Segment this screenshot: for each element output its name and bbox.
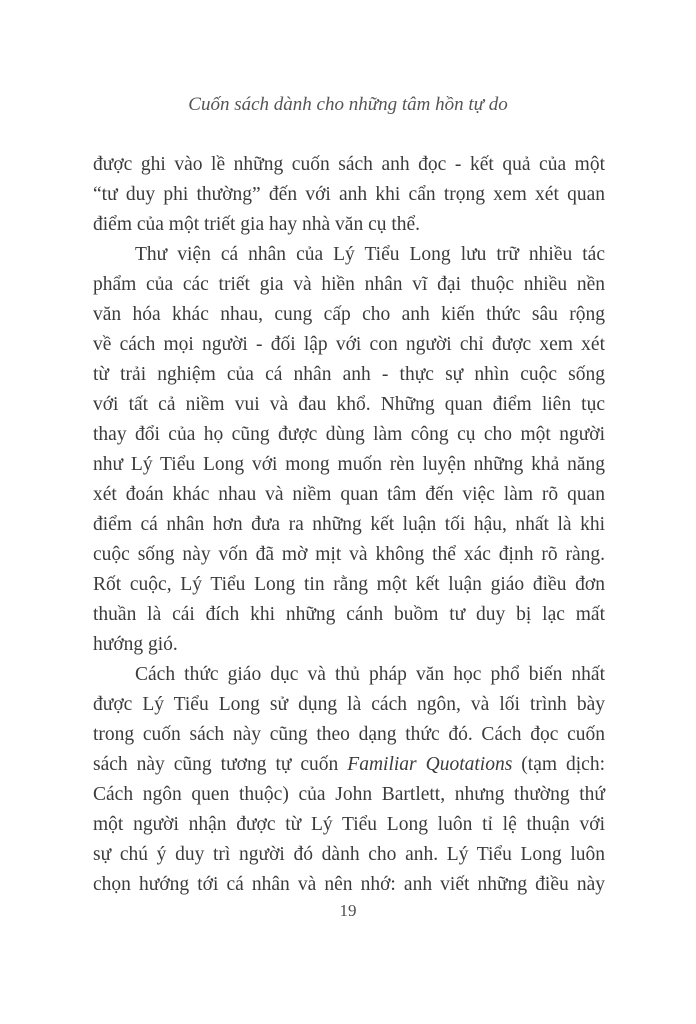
text-line — [93, 570, 605, 600]
text-segment: thay đổi của họ cũng được dùng làm công cụ cho một người — [93, 424, 605, 445]
text-line — [93, 810, 605, 840]
text-segment: “tư duy phi thường” đến với anh khi cẩn trọng xem xét quan — [93, 184, 605, 205]
text-line — [93, 630, 605, 660]
text-segment: từ trải nghiệm của cá nhân anh - thực sự nhìn cuộc sống — [93, 364, 605, 385]
text-segment: như Lý Tiểu Long với mong muốn rèn luyện những khả năng — [93, 454, 605, 475]
text-line — [93, 690, 605, 720]
body-text — [93, 150, 605, 900]
text-line — [93, 720, 605, 750]
text-line — [93, 240, 605, 270]
text-segment: được Lý Tiểu Long sử dụng là cách ngôn, và lối trình bày — [93, 694, 605, 715]
running-header: Cuốn sách dành cho những tâm hồn tự do — [188, 94, 508, 115]
text-segment: sự chú ý duy trì người đó dành cho anh. Lý Tiểu Long luôn — [93, 844, 605, 865]
text-segment: điểm của một triết gia hay nhà văn cụ thể. — [93, 214, 421, 235]
paragraph — [93, 660, 605, 900]
text-segment: Thư viện cá nhân của Lý Tiểu Long lưu trữ nhiều tác — [135, 244, 605, 265]
text-line — [93, 300, 605, 330]
text-line — [93, 390, 605, 420]
text-segment: sách này cũng tương tự cuốn — [93, 754, 348, 775]
text-segment: thuần là cái đích khi những cánh buồm tư duy bị lạc mất — [93, 604, 605, 625]
text-line — [93, 330, 605, 360]
text-line — [93, 780, 605, 810]
text-segment: trong cuốn sách này cũng theo dạng thức đó. Cách đọc cuốn — [93, 724, 605, 745]
text-line — [93, 420, 605, 450]
text-segment: điểm cá nhân hơn đưa ra những kết luận tối hậu, nhất là khi — [93, 514, 605, 535]
text-segment: với tất cả niềm vui và đau khổ. Những quan điểm liên tục — [93, 394, 605, 415]
page-number: 19 — [339, 901, 357, 920]
text-line — [93, 210, 605, 240]
text-segment: Cách ngôn quen thuộc) của John Bartlett, nhưng thường thứ — [93, 784, 605, 805]
text-segment: chọn hướng tới cá nhân và nên nhớ: anh viết những điều này — [93, 874, 605, 895]
text-line — [93, 660, 605, 690]
text-segment: (tạm dịch: — [512, 754, 605, 775]
text-segment: về cách mọi người - đối lập với con người chỉ được xem xét — [93, 334, 605, 355]
italic-book-title: Familiar Quotations — [347, 754, 513, 775]
text-segment: cuộc sống này vốn đã mờ mịt và không thể xác định rõ ràng. — [93, 544, 605, 565]
text-segment: phẩm của các triết gia và hiền nhân vĩ đại thuộc nhiều nền — [93, 274, 605, 295]
text-segment: Rốt cuộc, Lý Tiểu Long tin rằng một kết luận giáo điều đơn — [93, 574, 605, 595]
paragraph — [93, 150, 605, 240]
text-segment: hướng gió. — [93, 634, 178, 655]
text-line — [93, 750, 605, 780]
text-segment: văn hóa khác nhau, cung cấp cho anh kiến thức sâu rộng — [93, 304, 605, 325]
text-line — [93, 540, 605, 570]
text-line — [93, 150, 605, 180]
text-line — [93, 180, 605, 210]
text-segment: Cách thức giáo dục và thủ pháp văn học phổ biến nhất — [135, 664, 605, 685]
text-line — [93, 600, 605, 630]
text-line — [93, 870, 605, 900]
text-line — [93, 360, 605, 390]
paragraph — [93, 240, 605, 660]
text-line — [93, 480, 605, 510]
text-line — [93, 270, 605, 300]
text-segment: một người nhận được từ Lý Tiểu Long luôn tỉ lệ thuận với — [93, 814, 605, 835]
text-line — [93, 840, 605, 870]
text-segment: được ghi vào lề những cuốn sách anh đọc - kết quả của một — [93, 154, 605, 175]
text-line — [93, 510, 605, 540]
text-line — [93, 450, 605, 480]
text-segment: xét đoán khác nhau và niềm quan tâm đến việc làm rõ quan — [93, 484, 605, 505]
